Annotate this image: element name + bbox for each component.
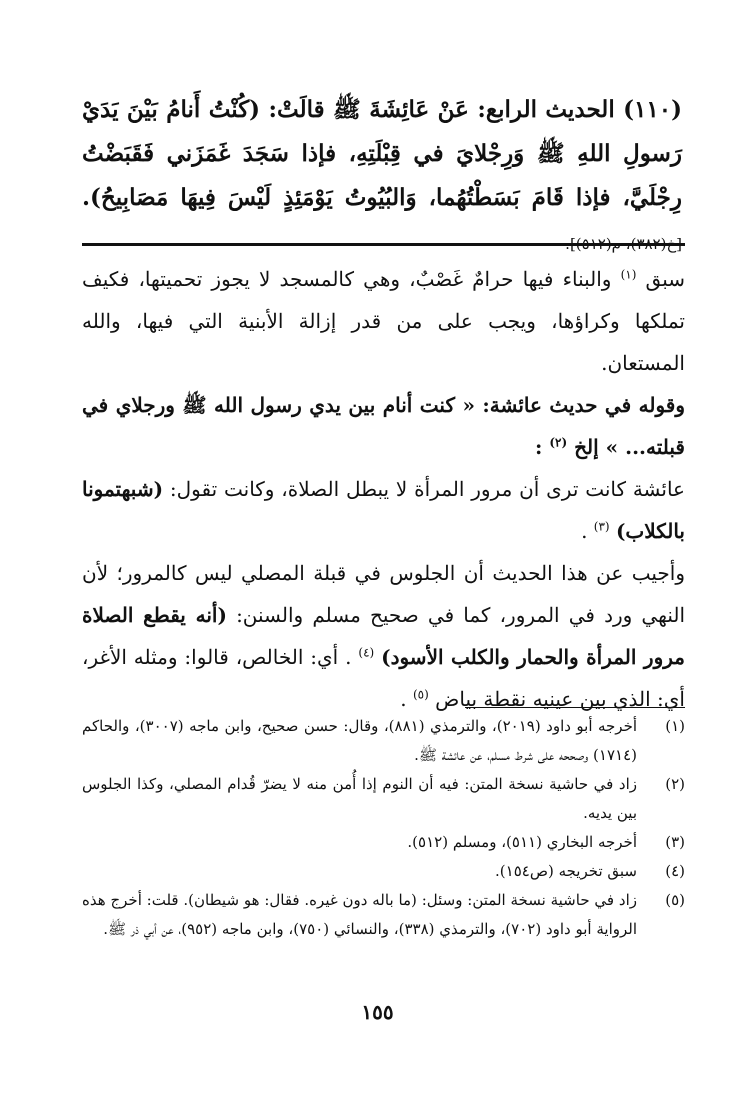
paragraph-text: والبناء فيها حرامٌ غَصْبٌ، وهي كالمسجد لا يجوز تحميتها، فكيف تملكها وكراؤها، ويجب على من قدر إزالة الأبنية التي فيها، والله المستعان.	[82, 267, 685, 375]
page-number: ١٥٥	[361, 1000, 394, 1024]
commentary-paragraph	[82, 258, 685, 384]
footnote	[82, 857, 685, 886]
footnote-number: (٥)	[665, 891, 685, 909]
commentary-paragraph	[82, 384, 685, 468]
hadith-reference: [خ(٣٨٢)، م(٥١٢)].	[565, 235, 682, 253]
footnote-number: (٣)	[665, 833, 685, 851]
paragraph-tail: .	[581, 519, 588, 543]
footnote-text: أخرجه البخاري (٥١١)، ومسلم (٥١٢).	[407, 833, 637, 851]
paragraph-text: وأجيب عن هذا الحديث أن الجلوس في قبلة المصلي ليس كالمرور؛ لأن النهي ورد في المرور، كما في صحيح مسلم والسنن:	[82, 561, 686, 627]
footnote-text: زاد في حاشية نسخة المتن: فيه أن النوم إذا أُمن منه لا يضرّ قُدام المصلي، وكذا الجلوس بين يديه.	[82, 775, 637, 822]
commentary-block	[82, 258, 685, 720]
footnote-marker: (٤)	[358, 645, 375, 660]
footnote	[82, 712, 685, 770]
paragraph-quote: وقوله في حديث عائشة: « كنت أنام بين يدي رسول الله ﷺ ورجلاي في قبلته... » إلخ	[82, 393, 685, 459]
footnote	[82, 886, 685, 944]
footnote-text: زاد في حاشية نسخة المتن: وسئل: (ما باله دون غيره. فقال: هو شيطان). قلت: أخرج هذه الرواية أبو داود (٧٠٢)، والترمذي (٣٣٨)، والنسائي (٧٥٠)، وابن ماجه (٩٥٢)، عن أبي ذر ﷺ.	[82, 891, 637, 938]
footnote-text: أخرجه أبو داود (٢٠١٩)، والترمذي (٨٨١)، وقال: حسن صحيح، وابن ماجه (٣٠٠٧)، والحاكم (١٧١٤) وصححه على شرط مسلم، عن عائشة ﷺ.	[82, 717, 638, 764]
footnote-marker: (٣)	[593, 519, 610, 534]
paragraph-text: عائشة كانت ترى أن مرور المرأة لا يبطل الصلاة، وكانت تقول:	[169, 477, 685, 501]
hadith-block	[82, 88, 682, 266]
paragraph-text-continued: . أي: الخالص، قالوا: ومثله الأغر، أي: الذي بين عينيه نقطة بياض	[82, 645, 685, 711]
footnote	[82, 828, 685, 857]
commentary-paragraph	[82, 468, 685, 552]
paragraph-tail: .	[400, 687, 407, 711]
footnote-number: (١)	[665, 717, 685, 735]
hadith-text: (١١٠) الحديث الرابع: عَنْ عَائِشَةَ ﷺ قالَتْ: (كُنْتُ أَنامُ بَيْنَ يَدَيْ رَسولِ اللهِ ﷺ وَرِجْلايَ في قِبْلَتِهِ، فإذا سَجَدَ غَمَزَني فَقَبَضْتُ رِجْلَيَّ، فإذا قَامَ بَسَطْتُهُما، وَالبُيُوتُ يَوْمَئِذٍ لَيْسَ فِيهَا مَصَابِيحُ).	[82, 96, 682, 211]
commentary-paragraph	[82, 552, 685, 720]
section-divider	[82, 243, 685, 246]
footnote-text: سبق تخريجه (ص١٥٤).	[495, 862, 637, 880]
paragraph-quote: (أنه يقطع الصلاة مرور المرأة والحمار والكلب الأسود)	[82, 603, 685, 669]
footnote-marker: (٢)	[549, 435, 568, 450]
paragraph-tail: :	[534, 435, 543, 459]
footnote-number: (٤)	[665, 862, 685, 880]
footnotes-block	[82, 712, 685, 944]
footnote-separator	[465, 707, 685, 708]
paragraph-lead: سبق	[645, 267, 685, 291]
footnote	[82, 770, 685, 828]
paragraph-quote: (شبهتمونا بالكلاب)	[82, 477, 685, 543]
footnote-number: (٢)	[665, 775, 685, 793]
footnote-marker: (٥)	[412, 687, 429, 702]
footnote-marker: (١)	[620, 267, 637, 282]
